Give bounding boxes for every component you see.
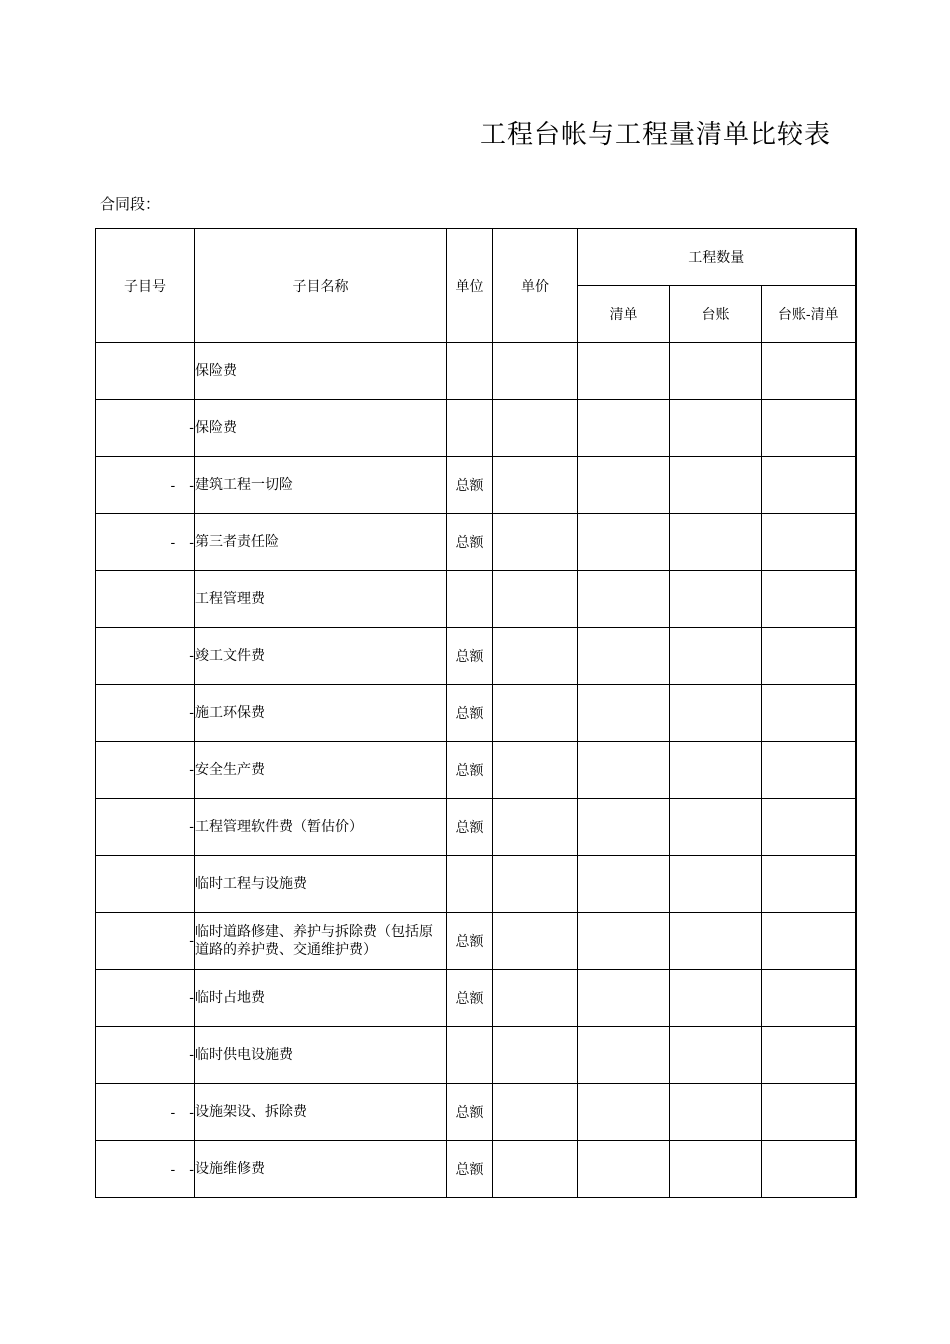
- row-name-cell: 保险费: [195, 400, 447, 457]
- header-qty-diff: 台账-清单: [762, 286, 856, 343]
- row-name-cell: 临时工程与设施费: [195, 856, 447, 913]
- table-row: [96, 685, 856, 742]
- row-qty-list-cell: [578, 1141, 670, 1198]
- row-qty-ledger-cell: [670, 1084, 762, 1141]
- row-price-cell: [493, 799, 578, 856]
- row-qty-ledger-cell: [670, 343, 762, 400]
- row-qty-list-cell: [578, 856, 670, 913]
- row-qty-list-cell: [578, 571, 670, 628]
- contract-section-label: 合同段：: [100, 195, 161, 213]
- row-qty-diff-cell: [762, 742, 856, 799]
- row-qty-list-cell: [578, 400, 670, 457]
- row-price-cell: [493, 457, 578, 514]
- row-unit-cell: 总额: [447, 913, 493, 970]
- row-qty-ledger-cell: [670, 913, 762, 970]
- table-body: [96, 343, 856, 1198]
- table-row: [96, 913, 856, 970]
- row-name-cell: 临时道路修建、养护与拆除费（包括原道路的养护费、交通维护费）: [195, 913, 447, 970]
- row-name-cell: 安全生产费: [195, 742, 447, 799]
- row-unit-cell: 总额: [447, 970, 493, 1027]
- row-name-cell: 临时供电设施费: [195, 1027, 447, 1084]
- table-row: [96, 514, 856, 571]
- row-price-cell: [493, 856, 578, 913]
- row-unit-cell: 总额: [447, 742, 493, 799]
- row-price-cell: [493, 628, 578, 685]
- row-qty-list-cell: [578, 685, 670, 742]
- row-qty-diff-cell: [762, 970, 856, 1027]
- header-name: 子目名称: [195, 229, 447, 343]
- row-code-cell: [96, 856, 195, 913]
- row-code-cell: [96, 343, 195, 400]
- row-qty-ledger-cell: [670, 400, 762, 457]
- row-code-cell: - -: [96, 1084, 195, 1141]
- row-unit-cell: 总额: [447, 1084, 493, 1141]
- header-price: 单价: [493, 229, 578, 343]
- row-qty-list-cell: [578, 742, 670, 799]
- header-quantity-group: 工程数量: [578, 229, 856, 286]
- row-qty-list-cell: [578, 343, 670, 400]
- table-row: [96, 400, 856, 457]
- row-code-cell: - -: [96, 457, 195, 514]
- row-price-cell: [493, 1084, 578, 1141]
- row-code-cell: -: [96, 913, 195, 970]
- row-qty-list-cell: [578, 628, 670, 685]
- row-name-cell: 工程管理费: [195, 571, 447, 628]
- row-qty-diff-cell: [762, 457, 856, 514]
- header-unit: 单位: [447, 229, 493, 343]
- row-unit-cell: [447, 856, 493, 913]
- row-qty-ledger-cell: [670, 457, 762, 514]
- row-qty-diff-cell: [762, 571, 856, 628]
- row-code-cell: -: [96, 799, 195, 856]
- row-code-cell: -: [96, 400, 195, 457]
- row-code-cell: - -: [96, 1141, 195, 1198]
- row-qty-diff-cell: [762, 1141, 856, 1198]
- row-price-cell: [493, 400, 578, 457]
- row-price-cell: [493, 685, 578, 742]
- comparison-table: [95, 228, 857, 1198]
- table-row: [96, 457, 856, 514]
- table-row: [96, 1027, 856, 1084]
- row-qty-ledger-cell: [670, 856, 762, 913]
- row-qty-list-cell: [578, 457, 670, 514]
- row-qty-ledger-cell: [670, 514, 762, 571]
- row-price-cell: [493, 1141, 578, 1198]
- row-code-cell: -: [96, 742, 195, 799]
- row-qty-ledger-cell: [670, 628, 762, 685]
- row-unit-cell: [447, 343, 493, 400]
- row-qty-diff-cell: [762, 799, 856, 856]
- table-row: [96, 799, 856, 856]
- row-code-cell: - -: [96, 514, 195, 571]
- row-unit-cell: 总额: [447, 514, 493, 571]
- table-row: [96, 628, 856, 685]
- row-unit-cell: [447, 571, 493, 628]
- row-qty-list-cell: [578, 514, 670, 571]
- page-title: 工程台帐与工程量清单比较表: [480, 120, 832, 150]
- row-qty-ledger-cell: [670, 742, 762, 799]
- row-name-cell: 竣工文件费: [195, 628, 447, 685]
- row-qty-diff-cell: [762, 628, 856, 685]
- table-row: [96, 343, 856, 400]
- row-qty-list-cell: [578, 913, 670, 970]
- row-code-cell: -: [96, 685, 195, 742]
- row-unit-cell: 总额: [447, 799, 493, 856]
- row-name-cell: 工程管理软件费（暂估价）: [195, 799, 447, 856]
- table-row: [96, 970, 856, 1027]
- row-code-cell: [96, 571, 195, 628]
- row-name-cell: 临时占地费: [195, 970, 447, 1027]
- header-qty-list: 清单: [578, 286, 670, 343]
- row-qty-diff-cell: [762, 913, 856, 970]
- row-unit-cell: [447, 1027, 493, 1084]
- header-code: 子目号: [96, 229, 195, 343]
- row-qty-ledger-cell: [670, 1027, 762, 1084]
- row-qty-diff-cell: [762, 400, 856, 457]
- row-price-cell: [493, 970, 578, 1027]
- header-qty-ledger: 台账: [670, 286, 762, 343]
- table-row: [96, 742, 856, 799]
- row-unit-cell: 总额: [447, 685, 493, 742]
- row-qty-list-cell: [578, 970, 670, 1027]
- row-unit-cell: 总额: [447, 628, 493, 685]
- row-code-cell: -: [96, 1027, 195, 1084]
- row-name-cell: 第三者责任险: [195, 514, 447, 571]
- row-code-cell: -: [96, 628, 195, 685]
- table-row: [96, 1141, 856, 1198]
- row-name-cell: 建筑工程一切险: [195, 457, 447, 514]
- row-qty-ledger-cell: [670, 799, 762, 856]
- row-price-cell: [493, 343, 578, 400]
- row-name-cell: 设施架设、拆除费: [195, 1084, 447, 1141]
- row-unit-cell: 总额: [447, 1141, 493, 1198]
- row-price-cell: [493, 913, 578, 970]
- row-code-cell: -: [96, 970, 195, 1027]
- row-qty-list-cell: [578, 799, 670, 856]
- table-row: [96, 856, 856, 913]
- table-row: [96, 571, 856, 628]
- row-qty-list-cell: [578, 1027, 670, 1084]
- row-name-cell: 设施维修费: [195, 1141, 447, 1198]
- row-price-cell: [493, 1027, 578, 1084]
- row-qty-ledger-cell: [670, 685, 762, 742]
- row-price-cell: [493, 742, 578, 799]
- row-qty-diff-cell: [762, 514, 856, 571]
- row-qty-ledger-cell: [670, 571, 762, 628]
- row-qty-diff-cell: [762, 1027, 856, 1084]
- table-row: [96, 1084, 856, 1141]
- row-qty-ledger-cell: [670, 970, 762, 1027]
- row-name-cell: 保险费: [195, 343, 447, 400]
- row-qty-diff-cell: [762, 343, 856, 400]
- row-name-cell: 施工环保费: [195, 685, 447, 742]
- row-price-cell: [493, 514, 578, 571]
- row-qty-list-cell: [578, 1084, 670, 1141]
- row-price-cell: [493, 571, 578, 628]
- row-unit-cell: 总额: [447, 457, 493, 514]
- row-qty-diff-cell: [762, 685, 856, 742]
- row-qty-diff-cell: [762, 1084, 856, 1141]
- row-unit-cell: [447, 400, 493, 457]
- row-qty-ledger-cell: [670, 1141, 762, 1198]
- row-qty-diff-cell: [762, 856, 856, 913]
